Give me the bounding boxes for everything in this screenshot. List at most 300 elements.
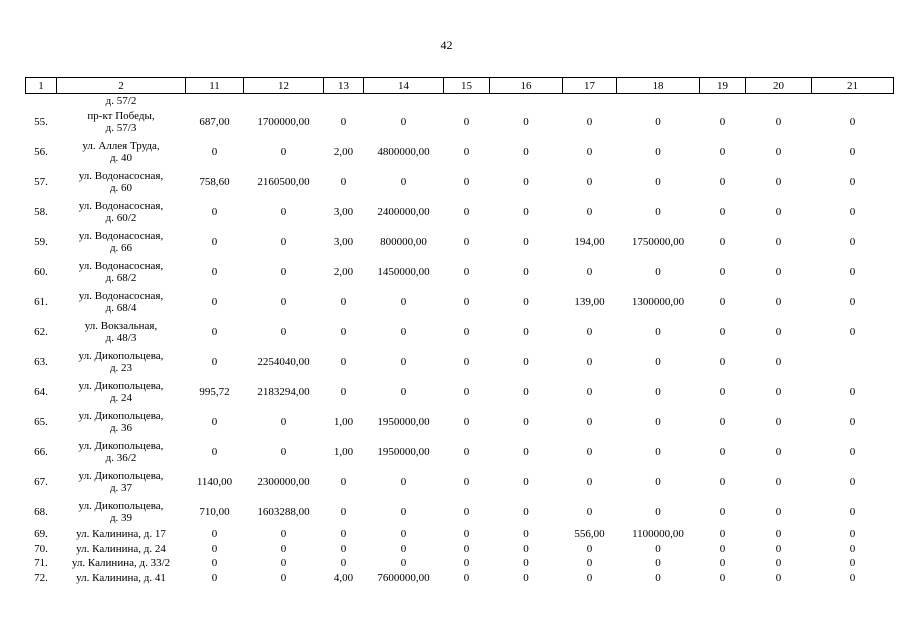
value-cell: 0	[719, 386, 726, 398]
value-cell: 0	[463, 176, 470, 188]
value-cell: 0	[586, 572, 593, 585]
address-cell	[57, 571, 186, 586]
row-number: 56.	[34, 146, 48, 158]
column-header: 20	[746, 78, 812, 94]
address-line: ул. Дикопольцева,	[78, 500, 164, 512]
table-cell	[490, 94, 563, 108]
value-cell: 0	[655, 116, 661, 128]
value-cell: 0	[211, 557, 218, 570]
value-cell: 2160500,00	[257, 176, 310, 188]
value-cell: 0	[211, 446, 218, 458]
value-cell: 0	[400, 506, 407, 518]
value-cell: 0	[586, 386, 593, 398]
value-cell: 0	[719, 446, 726, 458]
row-number: 65.	[34, 416, 48, 428]
value-cell: 0	[775, 572, 782, 585]
value-cell: 0	[463, 416, 470, 428]
value-cell: 0	[719, 506, 726, 518]
value-cell: 0	[523, 386, 529, 398]
value-cell: 0	[463, 557, 470, 570]
value-cell: 0	[775, 476, 782, 488]
column-header: 21	[812, 78, 894, 94]
table-row	[26, 377, 894, 407]
address-line: ул. Калинина, д. 41	[76, 572, 166, 585]
column-header: 14	[364, 78, 444, 94]
address-cell	[57, 377, 186, 407]
value-cell: 0	[340, 528, 347, 541]
address-line: д. 23	[109, 362, 133, 374]
table-cell	[324, 94, 364, 108]
table-cell	[244, 94, 324, 108]
value-cell: 1950000,00	[377, 416, 430, 428]
value-cell: 0	[849, 506, 856, 518]
value-cell: 0	[775, 236, 782, 248]
value-cell: 0	[849, 446, 856, 458]
address-line: ул. Дикопольцева,	[78, 350, 164, 362]
address-line: д. 60/2	[105, 212, 137, 224]
address-line: ул. Калинина, д. 17	[76, 528, 166, 541]
value-cell: 0	[523, 146, 529, 158]
value-cell: 0	[463, 146, 470, 158]
value-cell: 0	[400, 386, 407, 398]
value-cell: 0	[586, 416, 593, 428]
value-cell: 0	[849, 416, 856, 428]
value-cell: 0	[586, 176, 593, 188]
value-cell: 0	[280, 572, 287, 585]
table-cell	[364, 94, 444, 108]
value-cell: 0	[655, 476, 661, 488]
value-cell: 2254040,00	[257, 356, 310, 368]
row-number: 61.	[34, 296, 48, 308]
value-cell: 0	[463, 572, 470, 585]
table-cell	[700, 94, 746, 108]
value-cell: 0	[655, 446, 661, 458]
value-cell: 2,00	[333, 266, 354, 278]
column-header: 15	[444, 78, 490, 94]
value-cell: 0	[586, 476, 593, 488]
value-cell: 0	[400, 176, 407, 188]
value-cell: 0	[211, 266, 218, 278]
value-cell: 139,00	[574, 296, 605, 308]
address-line: ул. Водонасосная,	[78, 290, 164, 302]
address-line: ул. Водонасосная,	[78, 230, 164, 242]
value-cell: 0	[849, 528, 856, 541]
value-cell: 0	[849, 236, 856, 248]
value-cell: 0	[463, 236, 470, 248]
address-cell	[57, 542, 186, 557]
value-cell: 0	[340, 542, 347, 555]
value-cell: 0	[719, 416, 726, 428]
table-row	[26, 556, 894, 571]
address-line: ул. Дикопольцева,	[78, 380, 164, 392]
value-cell: 0	[400, 356, 407, 368]
address-cell	[57, 227, 186, 257]
row-number: 57.	[34, 176, 48, 188]
row-number: 67.	[34, 476, 48, 488]
value-cell: 0	[775, 446, 782, 458]
column-header-row	[26, 78, 894, 94]
value-cell: 0	[211, 296, 218, 308]
value-cell: 0	[463, 296, 470, 308]
address-line: ул. Калинина, д. 24	[76, 542, 166, 555]
table-row	[26, 527, 894, 542]
address-line: пр-кт Победы,	[87, 110, 155, 122]
address-cell	[57, 497, 186, 527]
value-cell: 0	[211, 146, 218, 158]
value-cell: 0	[463, 206, 470, 218]
row-number: 70.	[34, 542, 48, 555]
value-cell: 0	[523, 296, 529, 308]
value-cell: 0	[849, 146, 856, 158]
value-cell: 1300000,00	[631, 296, 685, 308]
value-cell: 0	[400, 476, 407, 488]
value-cell: 3,00	[333, 206, 354, 218]
value-cell: 0	[719, 542, 726, 555]
value-cell: 0	[655, 146, 661, 158]
value-cell: 0	[280, 206, 287, 218]
value-cell: 0	[655, 572, 661, 585]
value-cell: 0	[849, 557, 856, 570]
value-cell: 0	[211, 236, 218, 248]
value-cell: 0	[280, 266, 287, 278]
value-cell: 0	[523, 557, 529, 570]
value-cell: 0	[463, 476, 470, 488]
value-cell: 0	[211, 528, 218, 541]
address-line: ул. Дикопольцева,	[78, 440, 164, 452]
value-cell: 1,00	[333, 446, 354, 458]
table-row	[26, 347, 894, 377]
value-cell: 0	[523, 528, 529, 541]
table-row	[26, 197, 894, 227]
table-row	[26, 137, 894, 167]
value-cell: 0	[719, 146, 726, 158]
value-cell: 0	[586, 116, 593, 128]
value-cell: 0	[719, 296, 726, 308]
value-cell: 4800000,00	[377, 146, 430, 158]
column-header: 17	[563, 78, 617, 94]
address-cell	[57, 107, 186, 137]
table-row	[26, 287, 894, 317]
address-cell: д. 57/2	[105, 94, 137, 107]
value-cell: 0	[849, 326, 856, 338]
value-cell: 0	[523, 446, 529, 458]
address-cell	[57, 437, 186, 467]
table-cell	[26, 94, 57, 108]
value-cell: 0	[655, 557, 661, 570]
value-cell: 2,00	[333, 146, 354, 158]
table-cell	[617, 94, 700, 108]
table-row	[26, 317, 894, 347]
value-cell: 0	[586, 206, 593, 218]
row-number: 62.	[34, 326, 48, 338]
continuation-row	[26, 94, 894, 108]
value-cell: 0	[586, 146, 593, 158]
column-header: 1	[26, 78, 57, 94]
table-cell	[186, 94, 244, 108]
value-cell: 0	[775, 506, 782, 518]
table-row	[26, 167, 894, 197]
row-number: 55.	[34, 116, 48, 128]
address-cell	[57, 197, 186, 227]
column-header: 18	[617, 78, 700, 94]
value-cell: 0	[775, 206, 782, 218]
row-number: 58.	[34, 206, 48, 218]
value-cell: 0	[655, 386, 661, 398]
value-cell: 1700000,00	[257, 116, 310, 128]
value-cell: 0	[655, 176, 661, 188]
value-cell: 1950000,00	[377, 446, 430, 458]
row-number: 69.	[34, 528, 48, 541]
value-cell: 0	[775, 146, 782, 158]
value-cell: 0	[400, 528, 407, 541]
value-cell: 1750000,00	[631, 236, 685, 248]
value-cell: 0	[523, 356, 529, 368]
address-cell	[57, 257, 186, 287]
address-cell	[57, 137, 186, 167]
table-cell	[812, 94, 894, 108]
address-cell	[57, 347, 186, 377]
value-cell	[812, 347, 894, 377]
data-table	[25, 77, 894, 585]
row-number: 72.	[34, 572, 48, 585]
value-cell: 4,00	[333, 572, 354, 585]
value-cell: 0	[400, 296, 407, 308]
value-cell: 0	[849, 476, 856, 488]
value-cell: 0	[463, 446, 470, 458]
address-line: ул. Дикопольцева,	[78, 410, 164, 422]
table-row	[26, 437, 894, 467]
value-cell: 0	[211, 356, 218, 368]
value-cell: 0	[463, 326, 470, 338]
value-cell: 0	[655, 206, 661, 218]
value-cell: 1450000,00	[377, 266, 430, 278]
table-row	[26, 407, 894, 437]
row-number: 60.	[34, 266, 48, 278]
value-cell: 0	[400, 326, 407, 338]
value-cell: 1100000,00	[632, 528, 684, 541]
value-cell: 1603288,00	[257, 506, 310, 518]
value-cell: 0	[463, 266, 470, 278]
address-line: д. 48/3	[105, 332, 137, 344]
value-cell: 0	[523, 506, 529, 518]
address-line: д. 57/3	[105, 122, 137, 134]
value-cell: 0	[400, 116, 407, 128]
value-cell: 0	[655, 266, 661, 278]
value-cell: 0	[523, 236, 529, 248]
value-cell: 0	[211, 206, 218, 218]
value-cell: 0	[775, 386, 782, 398]
address-cell	[57, 407, 186, 437]
address-line: д. 68/2	[105, 272, 137, 284]
value-cell: 0	[523, 476, 529, 488]
value-cell: 0	[775, 296, 782, 308]
row-number: 64.	[34, 386, 48, 398]
address-cell	[57, 167, 186, 197]
table-row	[26, 107, 894, 137]
value-cell: 0	[340, 296, 347, 308]
value-cell: 0	[280, 236, 287, 248]
address-line: ул. Вокзальная,	[84, 320, 158, 332]
value-cell: 0	[849, 296, 856, 308]
address-line: ул. Калинина, д. 33/2	[71, 557, 171, 570]
page-number: 42	[440, 38, 453, 52]
value-cell: 0	[775, 326, 782, 338]
value-cell: 0	[280, 416, 287, 428]
value-cell: 0	[586, 506, 593, 518]
value-cell: 0	[849, 386, 856, 398]
table-cell	[746, 94, 812, 108]
value-cell: 0	[280, 296, 287, 308]
value-cell: 758,60	[199, 176, 230, 188]
table-row	[26, 257, 894, 287]
value-cell: 1140,00	[196, 476, 233, 488]
value-cell: 0	[719, 557, 726, 570]
value-cell: 0	[340, 557, 347, 570]
value-cell: 0	[586, 542, 593, 555]
value-cell: 0	[211, 572, 218, 585]
value-cell: 0	[775, 356, 782, 368]
table-row	[26, 467, 894, 497]
value-cell: 0	[523, 572, 529, 585]
value-cell: 0	[719, 326, 726, 338]
value-cell: 0	[775, 528, 782, 541]
value-cell: 0	[463, 356, 470, 368]
value-cell: 0	[340, 506, 347, 518]
value-cell: 0	[719, 572, 726, 585]
value-cell: 0	[849, 176, 856, 188]
value-cell: 0	[340, 176, 347, 188]
column-header: 16	[490, 78, 563, 94]
value-cell: 0	[775, 542, 782, 555]
value-cell: 0	[280, 557, 287, 570]
table-body	[26, 94, 894, 586]
value-cell: 687,00	[199, 116, 230, 128]
value-cell: 0	[280, 542, 287, 555]
address-line: д. 36/2	[105, 452, 137, 464]
value-cell: 2300000,00	[257, 476, 310, 488]
row-number: 59.	[34, 236, 48, 248]
value-cell: 3,00	[333, 236, 354, 248]
address-line: д. 37	[109, 482, 133, 494]
value-cell: 0	[340, 326, 347, 338]
value-cell: 1,00	[333, 416, 354, 428]
row-number: 68.	[34, 506, 48, 518]
value-cell: 0	[280, 528, 287, 541]
value-cell: 0	[523, 326, 529, 338]
address-cell	[57, 317, 186, 347]
value-cell: 800000,00	[380, 236, 427, 248]
value-cell: 0	[775, 116, 782, 128]
value-cell: 0	[849, 572, 856, 585]
value-cell: 0	[340, 476, 347, 488]
column-header: 12	[244, 78, 324, 94]
address-line: д. 60	[109, 182, 133, 194]
value-cell: 0	[463, 116, 470, 128]
value-cell: 0	[849, 116, 856, 128]
address-cell	[57, 287, 186, 317]
value-cell: 0	[400, 557, 407, 570]
table-row	[26, 227, 894, 257]
value-cell: 710,00	[199, 506, 230, 518]
value-cell: 0	[280, 146, 287, 158]
value-cell: 0	[523, 266, 529, 278]
column-header: 11	[186, 78, 244, 94]
value-cell: 0	[340, 386, 347, 398]
address-line: ул. Водонасосная,	[78, 170, 164, 182]
value-cell: 0	[655, 506, 661, 518]
table-cell	[444, 94, 490, 108]
value-cell: 0	[719, 176, 726, 188]
value-cell: 0	[655, 356, 661, 368]
value-cell: 0	[586, 557, 593, 570]
value-cell: 0	[463, 386, 470, 398]
address-line: ул. Водонасосная,	[78, 200, 164, 212]
address-cell	[57, 556, 186, 571]
value-cell: 0	[849, 542, 856, 555]
value-cell: 0	[211, 326, 218, 338]
value-cell: 194,00	[574, 236, 605, 248]
value-cell: 0	[211, 542, 218, 555]
value-cell: 0	[719, 266, 726, 278]
address-cell	[57, 527, 186, 542]
value-cell: 0	[463, 542, 470, 555]
value-cell: 0	[280, 326, 287, 338]
row-number: 66.	[34, 446, 48, 458]
row-number: 63.	[34, 356, 48, 368]
value-cell: 0	[523, 206, 529, 218]
address-line: д. 39	[109, 512, 133, 524]
value-cell: 0	[523, 176, 529, 188]
value-cell: 0	[655, 542, 661, 555]
address-line: д. 68/4	[105, 302, 137, 314]
value-cell: 0	[586, 446, 593, 458]
column-header: 2	[57, 78, 186, 94]
value-cell: 0	[340, 356, 347, 368]
value-cell: 0	[719, 206, 726, 218]
value-cell: 0	[719, 236, 726, 248]
value-cell: 0	[849, 266, 856, 278]
value-cell: 0	[586, 266, 593, 278]
table-cell	[563, 94, 617, 108]
value-cell: 0	[340, 116, 347, 128]
table-row	[26, 571, 894, 586]
address-line: д. 66	[109, 242, 133, 254]
table-row	[26, 542, 894, 557]
row-number: 71.	[34, 557, 48, 570]
value-cell: 0	[523, 116, 529, 128]
value-cell: 0	[463, 528, 470, 541]
value-cell: 0	[719, 528, 726, 541]
value-cell: 0	[655, 416, 661, 428]
address-line: д. 40	[109, 152, 133, 164]
value-cell: 0	[586, 326, 593, 338]
value-cell: 0	[775, 557, 782, 570]
address-line: ул. Дикопольцева,	[78, 470, 164, 482]
address-line: ул. Водонасосная,	[78, 260, 164, 272]
value-cell: 0	[400, 542, 407, 555]
value-cell: 556,00	[574, 528, 605, 541]
value-cell: 0	[719, 356, 726, 368]
value-cell: 2400000,00	[377, 206, 430, 218]
value-cell: 0	[280, 446, 287, 458]
value-cell: 7600000,00	[377, 572, 430, 585]
column-header: 19	[700, 78, 746, 94]
value-cell: 0	[211, 416, 218, 428]
address-line: д. 36	[109, 422, 133, 434]
value-cell: 0	[775, 416, 782, 428]
value-cell: 0	[523, 542, 529, 555]
column-header: 13	[324, 78, 364, 94]
